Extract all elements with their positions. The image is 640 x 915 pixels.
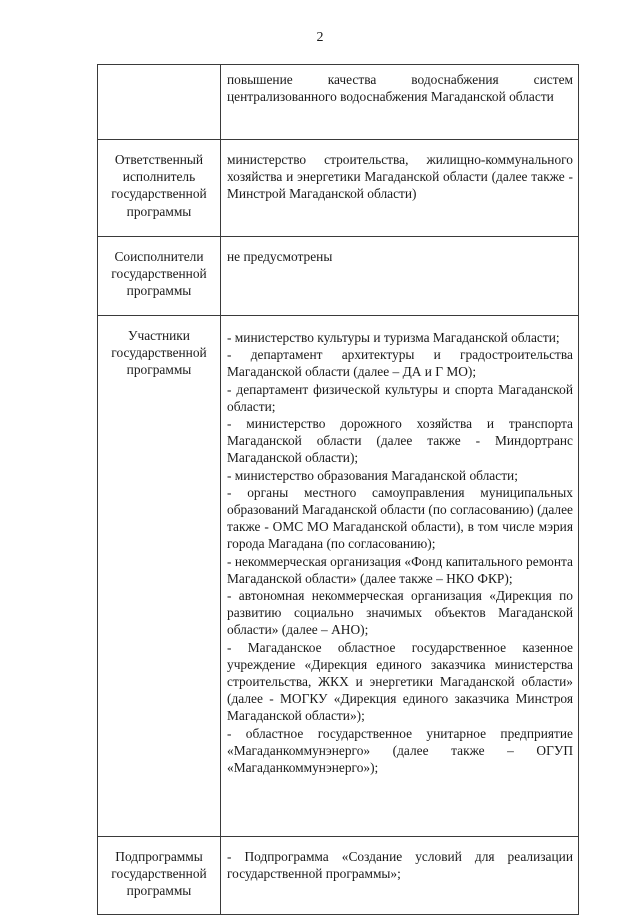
value-cell (221, 837, 579, 915)
page-number: 2 (316, 30, 324, 45)
subprograms-text: - Подпрограмма «Создание условий для реализации государственной программы»; (227, 849, 573, 882)
participant-item: - департамент архитектуры и градостроительства Магаданской области (далее – ДА и Г МО); (227, 347, 573, 380)
value-cell (221, 316, 579, 837)
participant-item: - министерство культуры и туризма Магаданской области; (227, 330, 560, 345)
label-cell (98, 316, 221, 837)
coexecutors-text: не предусмотрены (227, 249, 333, 264)
label-cell (98, 65, 221, 140)
label-cell (98, 837, 221, 915)
participant-item: - органы местного самоуправления муниципальных образований Магаданской области (по согласованию) (далее также - ОМС МО Магаданской области), в том числе мэрия города Магадана (по согласованию); (227, 484, 573, 552)
value-cell (221, 140, 579, 237)
table-row-goal (98, 65, 579, 140)
participant-item: - Магаданское областное государственное казенное учреждение «Дирекция единого заказчика министерства строительства, ЖКХ и энергетики Магаданской области» (далее - МОГКУ «Дирекция единого заказчика Минстроя Магаданской области»); (227, 639, 573, 724)
label-cell (98, 140, 221, 237)
participant-item: - областное государственное унитарное предприятие «Магаданкоммунэнерго» (далее также – ОГУП «Магаданкоммунэнерго»); (227, 725, 573, 776)
value-cell (221, 237, 579, 316)
row-label: Участники государственной программы (111, 328, 207, 378)
responsible-text: министерство строительства, жилищно-коммунального хозяйства и энергетики Магаданской области (далее также - Минстрой Магаданской области) (227, 152, 573, 202)
row-label: Соисполнители государственной программы (111, 249, 207, 299)
goal-text: повышение качества водоснабжения систем централизованного водоснабжения Магаданской области (227, 72, 573, 105)
participant-item: - департамент физической культуры и спорта Магаданской области; (227, 381, 573, 414)
label-cell (98, 237, 221, 316)
row-label: Ответственный исполнитель государственной программы (111, 152, 207, 219)
participant-item: - автономная некоммерческая организация «Дирекция по развитию социально значимых объектов Магаданской области» (далее – АНО); (227, 588, 573, 638)
table-row-participants (98, 316, 579, 837)
participant-item: - министерство дорожного хозяйства и транспорта Магаданской области (далее также - Миндортранс Магаданской области); (227, 416, 573, 466)
program-passport-table (97, 64, 579, 915)
row-label: Подпрограммы государственной программы (111, 849, 207, 899)
table-row-coexecutors (98, 237, 579, 316)
participant-item: - некоммерческая организация «Фонд капитального ремонта Магаданской области» (далее также – НКО ФКР); (227, 553, 573, 586)
table-row-subprograms (98, 837, 579, 915)
participant-item: - министерство образования Магаданской области; (227, 467, 518, 483)
row-label (98, 65, 220, 80)
value-cell (221, 65, 579, 140)
table-row-responsible (98, 140, 579, 237)
